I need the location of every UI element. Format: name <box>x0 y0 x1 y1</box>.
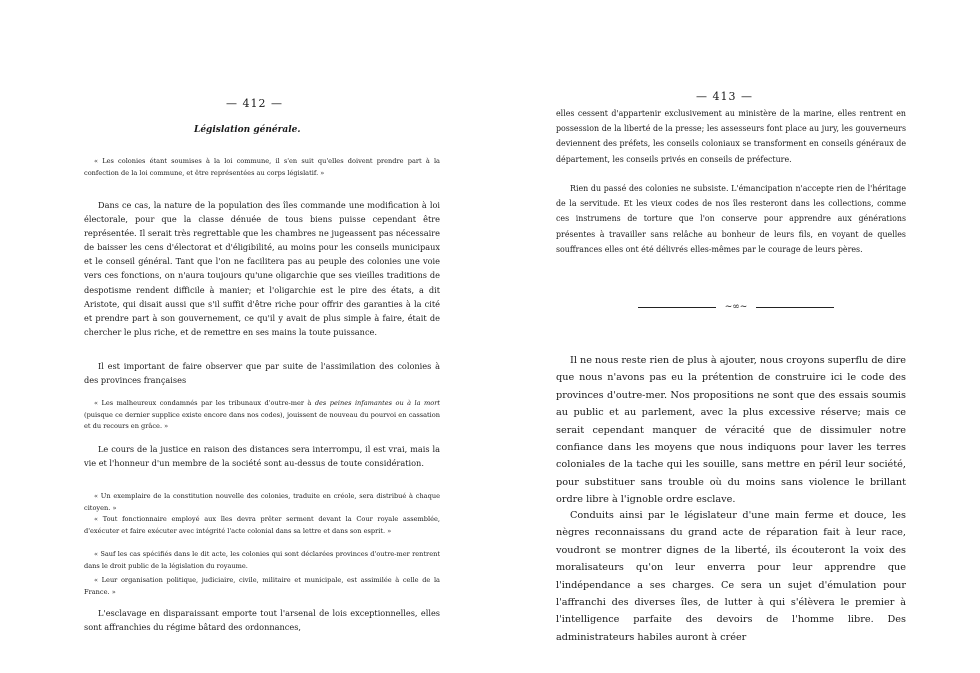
paragraph: L'esclavage en disparaissant emporte tout l'arsenal de lois exceptionnelles, elles sont affranchies du régime bâtard des ordonnances, <box>84 608 440 633</box>
fleuron-ornament: ~∞~ <box>716 303 756 312</box>
quoted-note: « Un exemplaire de la constitution nouvelle des colonies, traduite en créole, sera distribué à chaque citoyen. » <box>84 492 440 512</box>
quoted-note: « Sauf les cas spécifiés dans le dit acte, les colonies qui sont déclarées provinces d'outre-mer rentrent dans le droit public de la législation du royaume. <box>84 550 440 570</box>
paragraph: Rien du passé des colonies ne subsiste. L'émancipation n'accepte rien de l'héritage de la servitude. Et les vieux codes de nos îles resteront dans les collections, comme ces instrumens de torture que l'on conserve pour apprendre aux générations présentes à travailler sans relâche au bonheur de leurs fils, en voyant de quelles souffrances elles ont été délivrés elles-mêmes par le courage de leurs pères. <box>556 184 906 254</box>
quoted-note: « Tout fonctionnaire employé aux îles devra prêter serment devant la Cour royale assemblée, d'exécuter et faire exécuter avec intégrité l'acte colonial dans sa lettre et dans son esprit. » <box>84 515 440 535</box>
section-heading: Législation générale. <box>194 125 301 135</box>
ornamental-divider <box>638 303 834 313</box>
paragraph: Le cours de la justice en raison des distances sera interrompu, il est vrai, mais la vie et l'honneur d'un membre de la société sont au-dessus de toute considération. <box>84 444 440 469</box>
paragraph: Dans ce cas, la nature de la population des îles commande une modification à loi électorale, pour que la classe dénuée de tous biens puisse cependant être représentée. Il serait très regrettable que les chambres ne jugeassent pas nécessaire de baisser les cens d'électorat et d'éligibilité, au moins pour les conseils municipaux et le conseil général. Tant que l'on ne facilitera pas au peuple des colonies une voie vers ces fonctions, on n'aura toujours qu'une oligarchie que ses vieilles traditions de despotisme rendent difficile à manier; et l'oligarchie est le pire des états, a dit Aristote, qui disait aussi que s'il suffit d'être riche pour offrir des garanties à la cité et prendre part à son gouvernement, ce qu'il y avait de plus simple à faire, était de chercher le plus riche, et de remettre en ses mains la toute puissance. <box>84 200 440 337</box>
paragraph: Il est important de faire observer que par suite de l'assimilation des colonies à des provinces françaises <box>84 361 440 386</box>
paragraph: Il ne nous reste rien de plus à ajouter, nous croyons superflu de dire que nous n'avons pas eu la prétention de construire ici le code des provinces d'outre-mer. Nos propositions ne sont que des essais soumis au public et au parlement, avec la plus excessive réserve; mais ce serait cependant manquer de véracité que de dissimuler notre confiance dans les moyens que nous indiquons pour laver les terres coloniales de la tache qui les souille, sans mettre en péril leur société, pour substituer sans trouble où du moins sans violence le brillant ordre libre à l'ignoble ordre esclave. <box>556 355 906 506</box>
left-page <box>84 0 440 673</box>
paragraph: elles cessent d'appartenir exclusivement au ministère de la marine, elles rentrent en possession de la liberté de la presse; les assesseurs font place au jury, les gouverneurs deviennent des préfets, les conseils coloniaux se transforment en conseils généraux de département, les conseils privés en conseils de préfecture. <box>556 109 906 164</box>
right-page <box>556 0 906 673</box>
quoted-note: « Les colonies étant soumises à la loi commune, il s'en suit qu'elles doivent prendre part à la confection de la loi commune, et être représentées au corps législatif. » <box>84 157 440 177</box>
paragraph: Conduits ainsi par le législateur d'une main ferme et douce, les nègres reconnaissans du grand acte de réparation fait à leur race, voudront se montrer dignes de la liberté, ils écouteront la voix des moralisateurs qu'on leur enverra pour leur apprendre que l'indépendance a ses charges. Ce sera un sujet d'émulation pour l'affranchi des diverses îles, de lutter à qui s'élèvera le premier à l'intelligence parfaite des devoirs de l'homme libre. Des administrateurs habiles auront à créer <box>556 510 906 643</box>
page-number: — 412 — <box>226 97 283 110</box>
page-number: — 413 — <box>696 90 753 103</box>
quoted-note: « Leur organisation politique, judiciaire, civile, militaire et municipale, est assimilée à celle de la France. » <box>84 576 440 596</box>
quoted-note: « Les malheureux condamnés par les tribunaux d'outre-mer à des peines infamantes ou à la mort (puisque ce dernier supplice existe encore dans nos codes), jouissent de nouveau du pourvoi en cassation et du recours en grâce. » <box>84 399 440 430</box>
